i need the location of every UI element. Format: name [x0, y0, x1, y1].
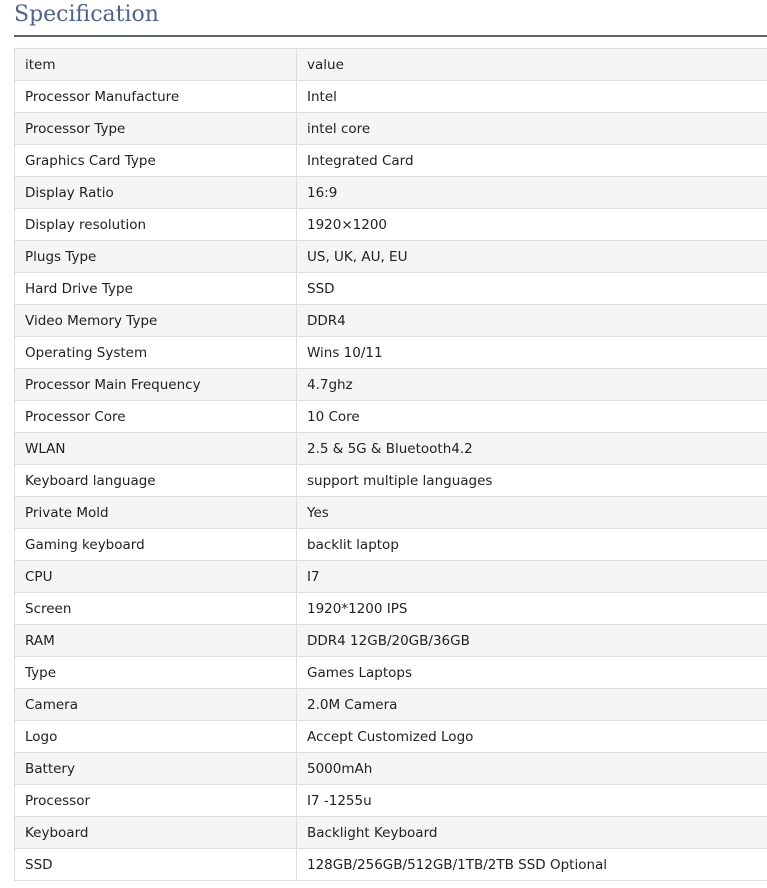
spec-key-cell: Plugs Type [15, 241, 297, 273]
spec-value-cell: 2.0M Camera [297, 689, 767, 721]
spec-key-cell: Display resolution [15, 209, 297, 241]
spec-key-cell: Gaming keyboard [15, 529, 297, 561]
spec-value-cell: intel core [297, 113, 767, 145]
spec-value-cell: backlit laptop [297, 529, 767, 561]
spec-key-cell: Private Mold [15, 497, 297, 529]
spec-value-cell: 4.7ghz [297, 369, 767, 401]
spec-value-cell: I7 -1255u [297, 785, 767, 817]
spec-value-cell: Wins 10/11 [297, 337, 767, 369]
table-row [15, 337, 767, 369]
spec-value-cell: DDR4 12GB/20GB/36GB [297, 625, 767, 657]
table-row [15, 497, 767, 529]
table-row [15, 529, 767, 561]
spec-value-cell: Yes [297, 497, 767, 529]
spec-key-cell: Operating System [15, 337, 297, 369]
spec-value-cell: SSD [297, 273, 767, 305]
spec-key-cell: Display Ratio [15, 177, 297, 209]
spec-key-cell: Logo [15, 721, 297, 753]
spec-value-cell: 128GB/256GB/512GB/1TB/2TB SSD Optional [297, 849, 767, 881]
spec-key-cell: Processor Core [15, 401, 297, 433]
table-row [15, 305, 767, 337]
spec-key-cell: RAM [15, 625, 297, 657]
table-row [15, 753, 767, 785]
table-row [15, 177, 767, 209]
column-header-value: value [297, 49, 767, 81]
spec-key-cell: Hard Drive Type [15, 273, 297, 305]
spec-value-cell: 5000mAh [297, 753, 767, 785]
spec-value-cell: Intel [297, 81, 767, 113]
table-header-row [15, 49, 767, 81]
spec-key-cell: WLAN [15, 433, 297, 465]
table-row [15, 209, 767, 241]
table-row [15, 593, 767, 625]
spec-value-cell: 16:9 [297, 177, 767, 209]
spec-value-cell: Integrated Card [297, 145, 767, 177]
spec-key-cell: Graphics Card Type [15, 145, 297, 177]
spec-value-cell: Games Laptops [297, 657, 767, 689]
table-row [15, 273, 767, 305]
table-row [15, 561, 767, 593]
spec-key-cell: SSD [15, 849, 297, 881]
table-row [15, 817, 767, 849]
table-row [15, 433, 767, 465]
spec-value-cell: 1920*1200 IPS [297, 593, 767, 625]
spec-key-cell: Type [15, 657, 297, 689]
spec-value-cell: DDR4 [297, 305, 767, 337]
table-row [15, 145, 767, 177]
spec-value-cell: 1920×1200 [297, 209, 767, 241]
title-divider [14, 35, 767, 37]
specification-table [14, 48, 767, 881]
page-title: Specification [14, 2, 159, 27]
column-header-item: item [15, 49, 297, 81]
spec-key-cell: Screen [15, 593, 297, 625]
spec-key-cell: Camera [15, 689, 297, 721]
table-row [15, 465, 767, 497]
table-row [15, 689, 767, 721]
spec-key-cell: Processor [15, 785, 297, 817]
spec-key-cell: Processor Manufacture [15, 81, 297, 113]
spec-key-cell: Battery [15, 753, 297, 785]
spec-value-cell: I7 [297, 561, 767, 593]
spec-key-cell: CPU [15, 561, 297, 593]
spec-value-cell: Backlight Keyboard [297, 817, 767, 849]
table-row [15, 625, 767, 657]
specification-table-body [15, 49, 767, 881]
spec-key-cell: Keyboard language [15, 465, 297, 497]
table-row [15, 657, 767, 689]
spec-value-cell: 2.5 & 5G & Bluetooth4.2 [297, 433, 767, 465]
spec-key-cell: Keyboard [15, 817, 297, 849]
table-row [15, 785, 767, 817]
table-row [15, 401, 767, 433]
table-row [15, 849, 767, 881]
table-row [15, 721, 767, 753]
spec-value-cell: 10 Core [297, 401, 767, 433]
spec-value-cell: US, UK, AU, EU [297, 241, 767, 273]
table-row [15, 369, 767, 401]
spec-value-cell: support multiple languages [297, 465, 767, 497]
spec-key-cell: Video Memory Type [15, 305, 297, 337]
spec-key-cell: Processor Main Frequency [15, 369, 297, 401]
table-row [15, 81, 767, 113]
table-row [15, 241, 767, 273]
table-row [15, 113, 767, 145]
spec-value-cell: Accept Customized Logo [297, 721, 767, 753]
spec-key-cell: Processor Type [15, 113, 297, 145]
